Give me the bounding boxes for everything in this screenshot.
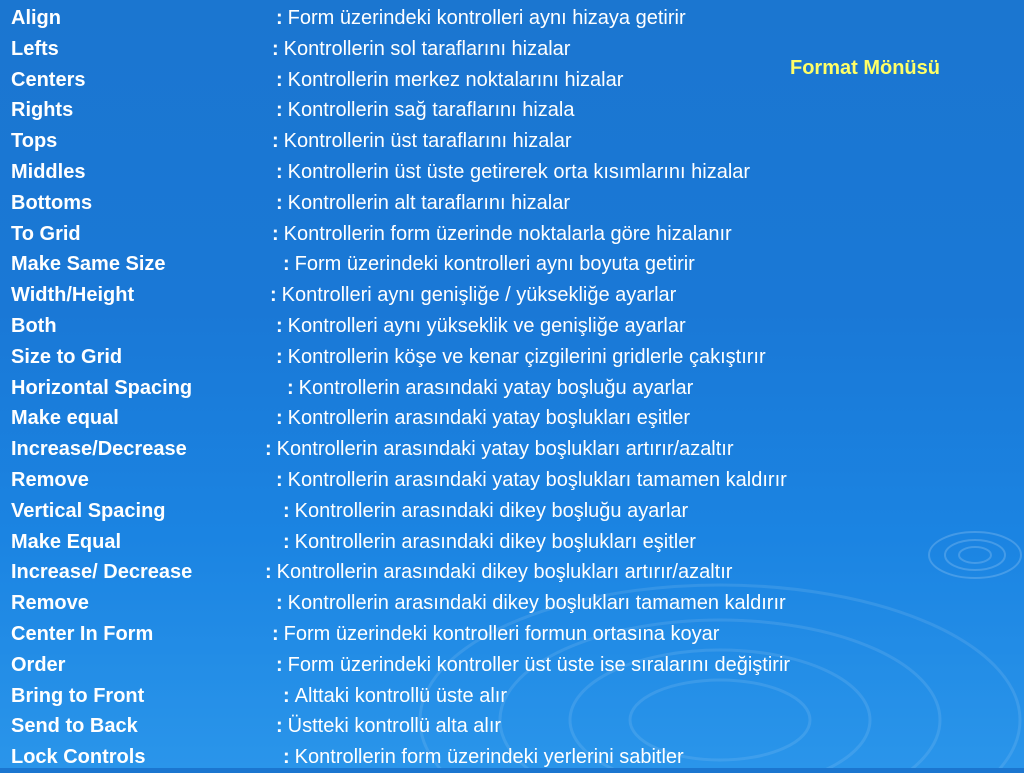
command-description (265, 557, 732, 588)
menu-command-term: Send to Back (11, 715, 138, 738)
separator-colon: : (276, 7, 283, 29)
description-text: Kontrollerin arasındaki yatay boşluğu ayarlar (298, 376, 694, 399)
definition-row (11, 681, 1011, 712)
menu-command-term: Remove (11, 468, 89, 491)
command-description (276, 588, 786, 619)
definition-row (11, 619, 1011, 650)
description-text: Form üzerindeki kontrolleri formun ortasına koyar (283, 622, 720, 645)
separator-colon: : (272, 222, 279, 245)
menu-command-term: Remove (11, 592, 89, 615)
command-description (287, 373, 693, 404)
definition-list (11, 3, 1011, 773)
definition-row (11, 249, 1011, 280)
separator-colon: : (270, 284, 277, 307)
menu-command-term: Bring to Front (11, 684, 145, 707)
definition-row (11, 557, 1011, 588)
definition-row (11, 496, 1011, 527)
command-description (276, 342, 766, 373)
description-text: Kontrolleri aynı yükseklik ve genişliğe ayarlar (287, 314, 686, 337)
description-text: Kontrollerin arasındaki yatay boşlukları tamamen kaldırır (287, 468, 787, 491)
separator-colon: : (276, 592, 283, 615)
menu-command-term: Rights (11, 99, 74, 122)
menu-command-term: Make Same Size (11, 253, 166, 276)
definition-row (11, 588, 1011, 619)
description-text: Alttaki kontrollü üste alır (294, 684, 507, 707)
command-description (276, 95, 575, 126)
description-text: Kontrollerin arasındaki dikey boşlukları eşitler (294, 530, 696, 553)
menu-command-term: Make equal (11, 407, 119, 430)
command-description (283, 249, 695, 280)
separator-colon: : (283, 746, 290, 769)
definition-row (11, 650, 1011, 681)
menu-command-term: Order (11, 653, 66, 676)
description-text: Kontrollerin arasındaki yatay boşlukları artırır/azaltır (276, 438, 734, 461)
menu-command-term: To Grid (11, 222, 81, 245)
separator-colon: : (276, 99, 283, 122)
separator-colon: : (276, 653, 283, 676)
description-text: Form üzerindeki kontrolleri aynı hizaya getirir (287, 7, 686, 29)
definition-row (11, 65, 1011, 96)
description-text: Kontrollerin sağ taraflarını hizala (287, 99, 575, 122)
menu-command-term: Horizontal Spacing (11, 376, 193, 399)
definition-row (11, 527, 1011, 558)
command-description (272, 126, 572, 157)
separator-colon: : (276, 407, 283, 430)
separator-colon: : (276, 345, 283, 368)
command-description (283, 742, 684, 773)
description-text: Kontrollerin köşe ve kenar çizgilerini gridlerle çakıştırır (287, 345, 766, 368)
definition-row (11, 311, 1011, 342)
command-description (270, 280, 676, 311)
separator-colon: : (276, 68, 283, 91)
menu-command-term: Lock Controls (11, 746, 146, 769)
separator-colon: : (272, 130, 279, 153)
command-description (283, 496, 688, 527)
command-description (272, 219, 732, 250)
menu-command-term: Increase/ Decrease (11, 561, 193, 584)
separator-colon: : (283, 684, 290, 707)
command-description (283, 681, 507, 712)
description-text: Üstteki kontrollü alta alır (287, 715, 502, 738)
menu-command-term: Size to Grid (11, 345, 123, 368)
menu-command-term: Center In Form (11, 622, 154, 645)
menu-command-term: Middles (11, 160, 86, 183)
command-description (276, 188, 570, 219)
separator-colon: : (283, 253, 290, 276)
command-description (276, 3, 686, 34)
menu-command-term: Width/Height (11, 284, 135, 307)
definition-row (11, 95, 1011, 126)
menu-command-term: Tops (11, 130, 58, 153)
definition-row (11, 34, 1011, 65)
description-text: Form üzerindeki kontrolleri aynı boyuta getirir (294, 253, 695, 276)
menu-command-term: Both (11, 314, 57, 337)
command-description (276, 465, 787, 496)
menu-command-term: Align (11, 7, 61, 29)
description-text: Kontrollerin sol taraflarını hizalar (283, 37, 571, 60)
definition-row (11, 711, 1011, 742)
description-text: Kontrollerin arasındaki dikey boşluğu ayarlar (294, 499, 689, 522)
definition-row (11, 280, 1011, 311)
separator-colon: : (272, 622, 279, 645)
command-description (265, 434, 734, 465)
description-text: Kontrollerin arasındaki dikey boşlukları artırır/azaltır (276, 561, 733, 584)
menu-command-term: Bottoms (11, 191, 93, 214)
menu-command-term: Vertical Spacing (11, 499, 166, 522)
separator-colon: : (265, 561, 272, 584)
command-description (283, 527, 696, 558)
separator-colon: : (276, 191, 283, 214)
description-text: Kontrolleri aynı genişliğe / yüksekliğe ayarlar (281, 284, 677, 307)
separator-colon: : (276, 314, 283, 337)
separator-colon: : (265, 438, 272, 461)
description-text: Kontrollerin form üzerindeki yerlerini sabitler (294, 746, 684, 769)
menu-command-term: Lefts (11, 37, 59, 60)
description-text: Kontrollerin üst üste getirerek orta kısımlarını hizalar (287, 160, 751, 183)
description-text: Kontrollerin üst taraflarını hizalar (283, 130, 572, 153)
separator-colon: : (276, 715, 283, 738)
command-description (276, 65, 623, 96)
definition-row (11, 373, 1011, 404)
separator-colon: : (287, 376, 294, 399)
description-text: Kontrollerin form üzerinde noktalarla göre hizalanır (283, 222, 732, 245)
definition-row (11, 126, 1011, 157)
separator-colon: : (283, 530, 290, 553)
command-description (276, 711, 501, 742)
command-description (276, 650, 790, 681)
definition-row (11, 219, 1011, 250)
definition-row (11, 188, 1011, 219)
description-text: Kontrollerin arasındaki yatay boşlukları eşitler (287, 407, 691, 430)
menu-command-term: Increase/Decrease (11, 438, 187, 461)
separator-colon: : (272, 37, 279, 60)
description-text: Kontrollerin merkez noktalarını hizalar (287, 68, 624, 91)
slide-title: Format Mönüsü (790, 57, 940, 79)
separator-colon: : (276, 160, 283, 183)
description-text: Kontrollerin arasındaki dikey boşlukları tamamen kaldırır (287, 592, 786, 615)
definition-row (11, 434, 1011, 465)
definition-row (11, 465, 1011, 496)
separator-colon: : (276, 468, 283, 491)
definition-row (11, 342, 1011, 373)
separator-colon: : (283, 499, 290, 522)
description-text: Kontrollerin alt taraflarını hizalar (287, 191, 571, 214)
command-description (276, 157, 750, 188)
definition-row (11, 403, 1011, 434)
command-description (276, 311, 686, 342)
definition-row (11, 157, 1011, 188)
description-text: Form üzerindeki kontroller üst üste ise sıralarını değiştirir (287, 653, 791, 676)
menu-command-term: Make Equal (11, 530, 122, 553)
definition-row (11, 742, 1011, 773)
menu-command-term: Centers (11, 68, 86, 91)
definition-row (11, 3, 1011, 34)
command-description (276, 403, 690, 434)
command-description (272, 34, 570, 65)
command-description (272, 619, 719, 650)
